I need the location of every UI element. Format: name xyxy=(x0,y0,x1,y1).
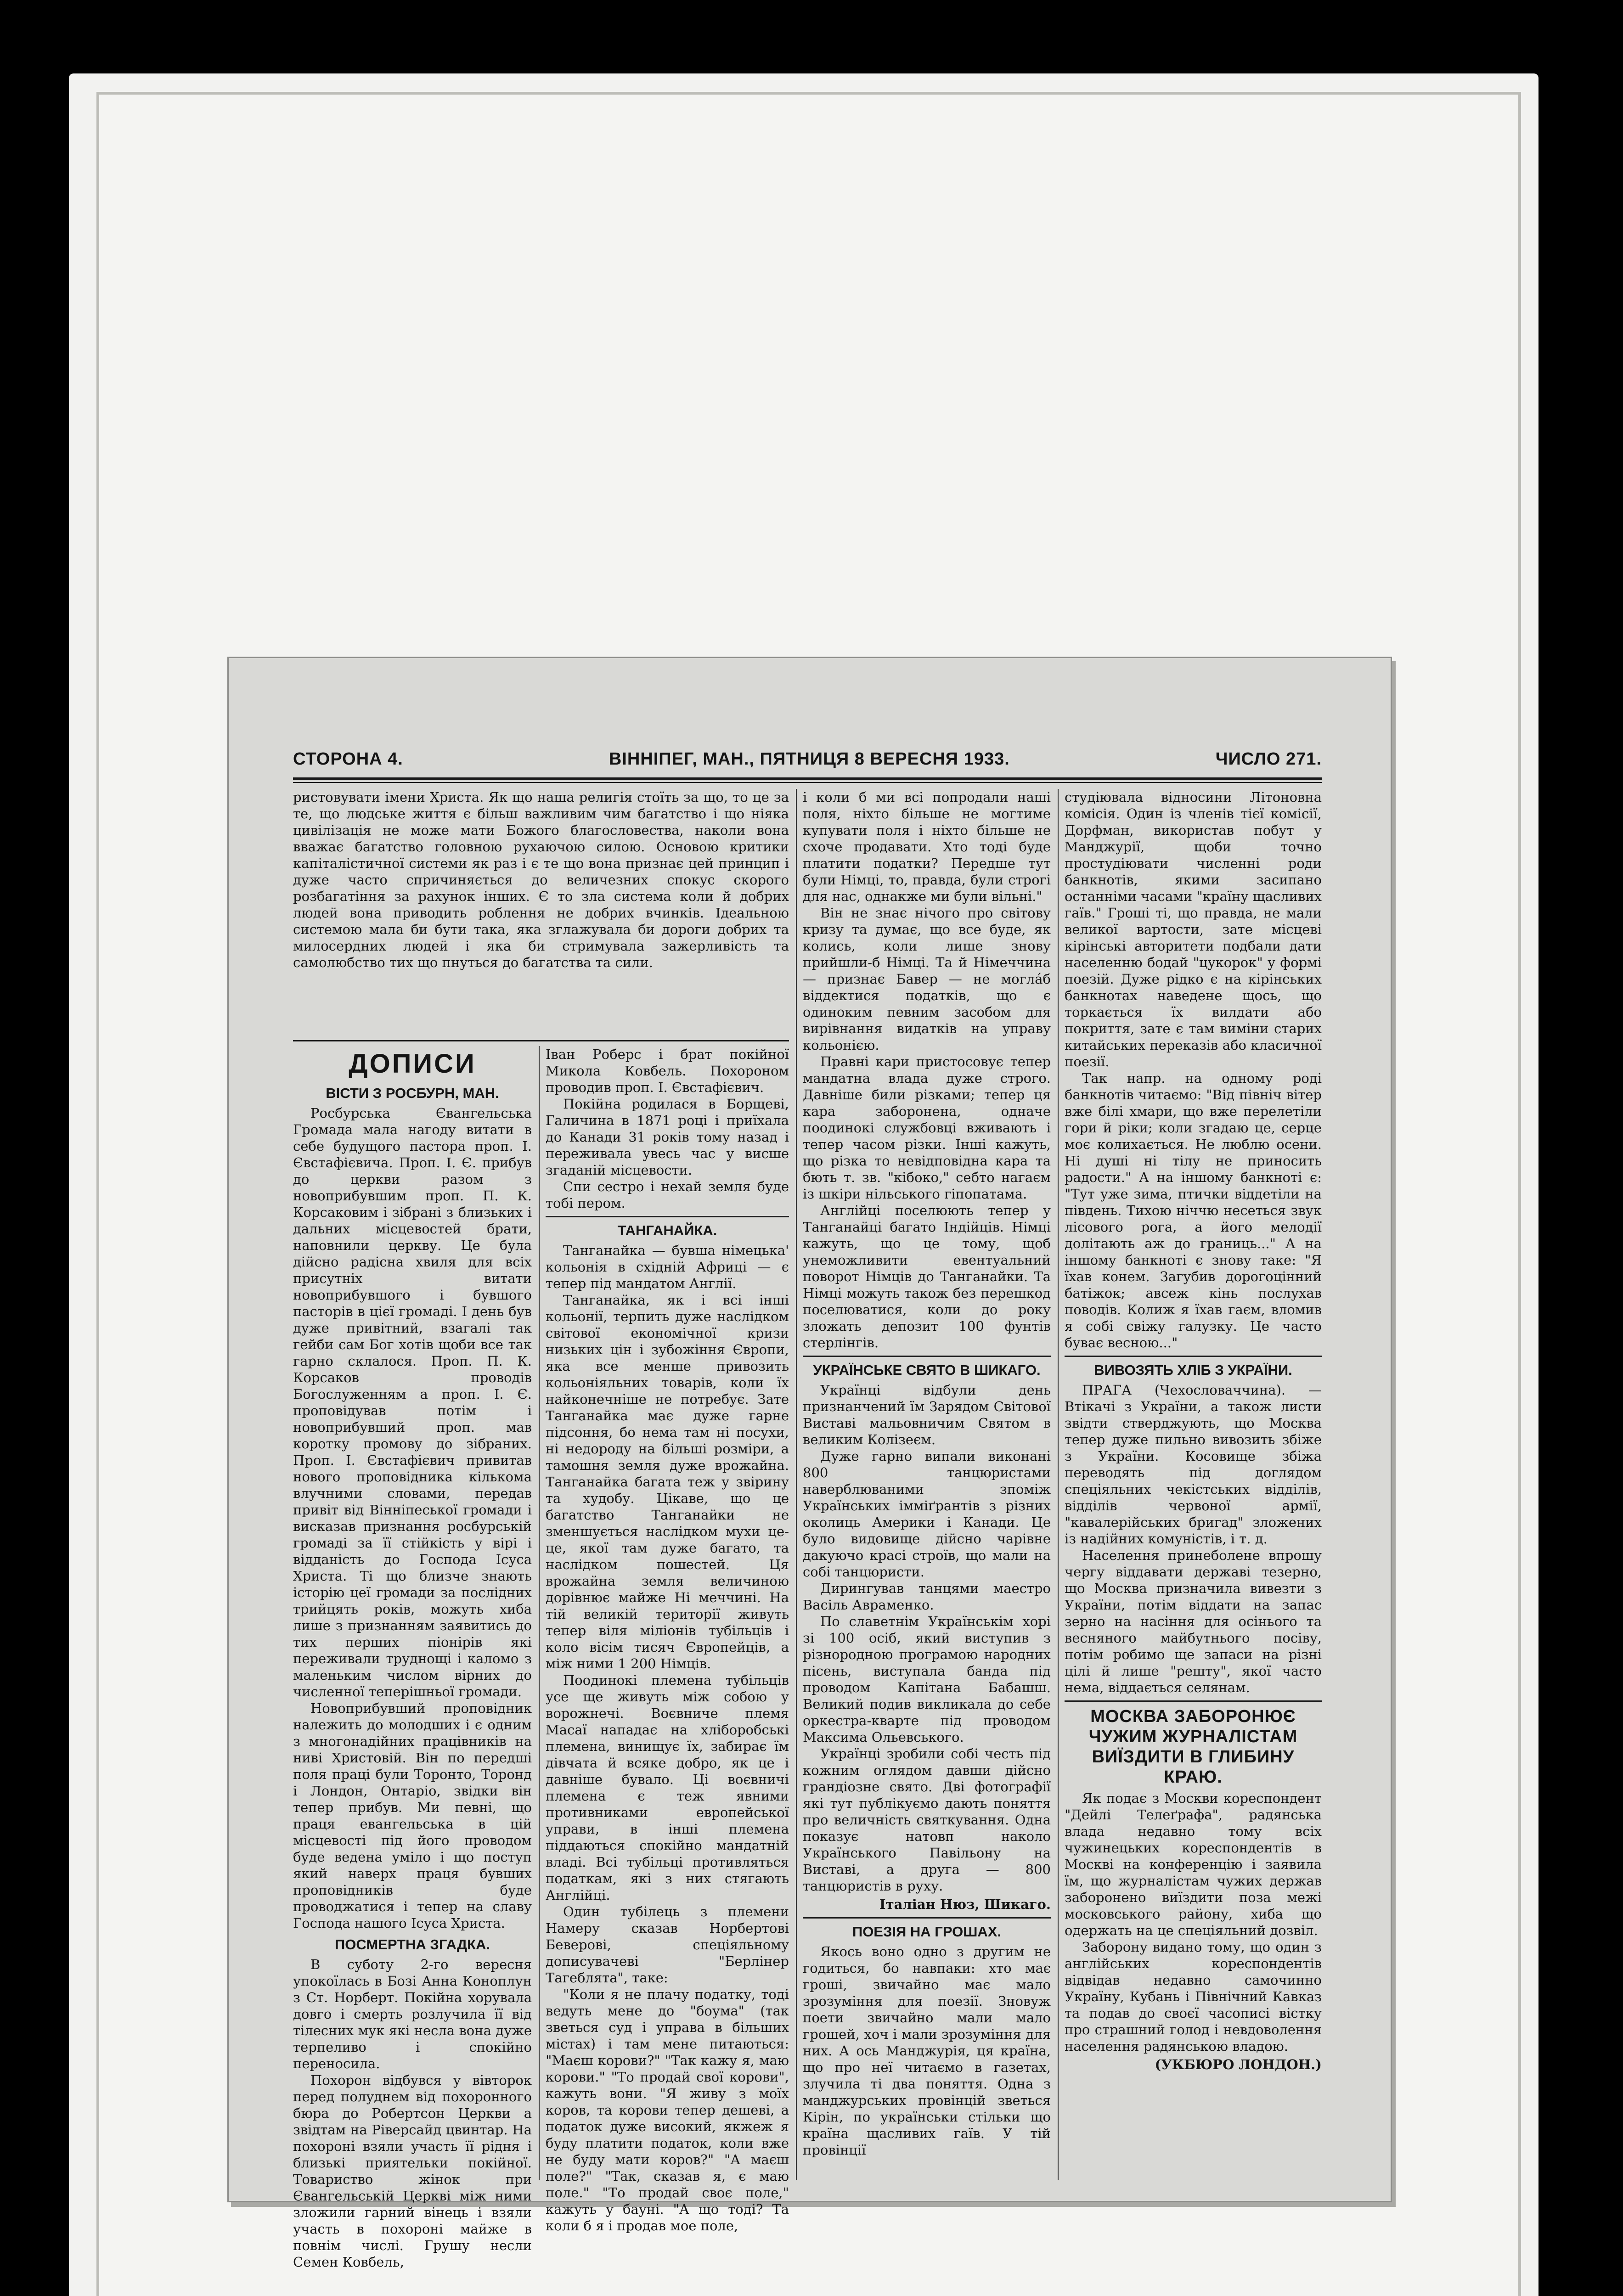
column-divider xyxy=(1058,789,1059,2180)
posmertna-paragraph-1: В суботу 2-го вересня упокоїлась в Бозі Анна Коноплун з Ст. Норберт. Покійна хорувала довго і смерть розлучила її від тілесних мук які несла вона дуже терпеливо і спокійно переносила. xyxy=(293,1957,532,2071)
headline-rosburn: ВІСТИ З РОСБУРН, МАН. xyxy=(326,1085,499,1101)
header-rule-thin xyxy=(293,782,1322,783)
col4-paragraph-1: студіювала відносини Літоновна комісія. Один із членів тієї комісії, Дорфман, використав побут у Манджурії, щоби точно простудіювати численні роди банкнотів, якими засипано останніми часами "країну щасливих гаїв." Гроші ті, що правда, не мали великої вартости, зате місцеві кірінські авторитети подбали дати населенню бодай "цукорок" у формі поезій. Дуже рідко є на кірінських банкнотах наведене щось, що торкається їх вилдати або покриття, зате є там виміни старих китайських переказів або класичної поезії. xyxy=(1065,789,1322,1069)
article-rule xyxy=(803,1356,1051,1357)
svyato-paragraph-3: Дирингував танцями маестро Васіль Авраменко. xyxy=(803,1581,1051,1613)
tanganayka-paragraph-2: Танганайка, як і всі інші кольонії, терпить дуже наслідком світової економічної кризи низьких цін і зубожіння Європи, яка все менше привозить кольоніяльних товарів, коли їх найконечніше не потребує. Зате Танганайка має дуже гарне підсоння, бо нема там ні посухи, ні недороду на більші розміри, а тамошня земля дуже врожайна. Танганайка багата теж у звірину та худобу. Цікаве, що це багатство Танганайки не зменшується наслідком мухи це-це, якої там дуже багато, та наслідком пошестей. Ця врожайна земля величиною дорівнює майже Ні меччині. На тій великій території живуть тепер віля міліонів тубільців і коло вісім тисяч Європейців, а між ними 1 200 Німців. xyxy=(546,1292,789,1671)
col3-paragraph-2: Він не знає нічого про світову кризу та думає, що все буде, як колись, коли лише знову прийшли-б Німці. Та й Німеччина — признає Бавер — не могла́б віддектися податків, що є одиноким певним засобом для вирівнання видатків на управу кольонією. xyxy=(803,905,1051,1053)
svyato-signature: Італіан Нюз, Шикаго. xyxy=(879,1896,1051,1912)
svyato-paragraph-2: Дуже гарно випали виконані 800 танцюристами наверблюваними зпоміж Українських імміґрантів з різних околиць Америки і Канади. Це було видовище дійсно чарівне дакуючо красі строїв, що мали на собі танцюристи. xyxy=(803,1448,1051,1580)
top-article xyxy=(293,789,789,1037)
tanganayka-paragraph-1: Танганайка — бувша німецька' кольонія в східній Африці — є тепер під мандатом Англії. xyxy=(546,1243,789,1291)
column-2 xyxy=(546,1046,789,2234)
svyato-paragraph-5: Українці зробили собі честь під кожним оглядом давши дійсно грандіозне свято. Дві фотографії які тут публікуємо дають поняття про величність святкування. Одна показує натовп наколо Українського Павільону на Виставі, а друга — 800 танцюристів в руху. xyxy=(803,1746,1051,1894)
top-article-text: ристовувати імени Христа. Як що наша религія стоїть за що, то це за те, що людське життя є більш важливим чим багатство і що ніяка цивілізація не може мати Божого благословества, наколи вона вважає багатство головною рухаючою силою. Основою критики капіталістичної системи як раз і є те що вона признає цей принцип і дуже часто спричиняється до величезних спокус скорого розбагатіння за рахунок інших. Є то зла система коли й добрих людей вона приводить роблення не добрих вчинків. Ідеальною системою мала би бути така, яка зглажувала би дороги добрих та милосердних людей і яка би стримувала зажерливість та самолюбство тих що пнуться до багатства та сили. xyxy=(293,789,789,970)
moskva-paragraph-2: Заборону видано тому, що один з англійських кореспондентів відвідав недавно самочинно Україну, Кубань і Північний Кавказ та подав до своєї часописі вістку про страшний голод і невдоволення населення радянською владою. xyxy=(1065,1939,1322,2054)
khlib-paragraph-2: Населення принеболене впрошу чергу віддавати державі тезерно, що Москва призначила вивезти з України, потім віддати на запас зерно на насіння для осінього та весняного майбутнього посіву, потім робимо ще запаси на різні цілі й лише "решту", якої часто нема, віддається селянам. xyxy=(1065,1548,1322,1695)
col3-paragraph-1: і коли б ми всі попродали наші поля, ніхто більше не могтиме купувати поля і ніхто більше не схоче продавати. Хто тоді буде платити податки? Передше тут були Німці, то, правда, були строгі для нас, однакже ми були вільні." xyxy=(803,789,1051,904)
rosburn-paragraph-2: Новоприбувший проповідник належить до молодших і є одним з многонадійних працівників на ниві Христовій. Він по передші поля праці були Торонто, Торонд і Лондон, Онтаріо, звідки він тепер прибув. Ми певні, що праця евангельська в цій місцевості під його проводом буде ведена умілo і що поступ який наверх праця бувших проповідників буде проводжатися і тепер на славу Господа нашого Ісуса Христа. xyxy=(293,1700,532,1931)
column-1 xyxy=(293,1046,532,2270)
col3-paragraph-4: Англійці поселюють тепер у Танганайці багато Індійців. Німці кажуть, що це тому, щоб унеможливити евентуальний поворот Німців до Танганайки. Та Німці можуть також без перешкод поселюватися, коли до року зложать депозит 100 фунтів стерлінгів. xyxy=(803,1203,1051,1351)
issue-number: ЧИСЛО 271. xyxy=(1215,749,1322,769)
headline-khlib: ВИВОЗЯТЬ ХЛІБ З УКРАЇНИ. xyxy=(1094,1362,1292,1378)
svyato-paragraph-4: По славетнім Українськім хорі зі 100 осіб, який виступив з різнородною програмою народних пісень, виступала банда під проводом Капітана Бабашш. Великий подив викликала до себе оркестра-кварте під проводом Максима Ольевського. xyxy=(803,1614,1051,1745)
poeziya-paragraph-1: Якось воно одно з другим не годиться, бо навпаки: хто має гроші, звичайно має мало зрозуміння для поезії. Зновуж поети звичайно мали мало грошей, хоч і мали зрозуміння для них. А ось Манджурія, ця країна, що про неї читаємо в газетах, злучила ті два поняття. Одна з манджурських провінцій зветься Кірін, по українськи стільки що країна щасливих гаїв. У тій провінції xyxy=(803,1944,1051,2158)
page-header xyxy=(293,745,1322,773)
posmertna-paragraph-2: Похорон відбувся у вівторок перед полуднем від похоронного бюра до Робертсон Церкви а звідтам на Ріверсайд цвинтар. На похороні взяли участь її рідня і близькі приятельки покійної. Товариство жінок при Євангельській Церкві між ними зложили гарний вінець і взяли участь в похороні майже в повнім числі. Грушу несли Семен Ковбель, xyxy=(293,2072,532,2270)
moskva-paragraph-1: Як подає з Москви кореспондент "Дейлі Телеґрафа", радянська влада недавно тому всіх чужинецьких кореспондентів в Москві на конференцію і заявила їм, що журналістам чужих держав заборонено виїздити поза межі московського району, хиба що одержать на це спеціяльний дозвіл. xyxy=(1065,1790,1322,1938)
header-rule xyxy=(293,777,1322,780)
rosburn-paragraph-1: Росбурська Євангельська Громада мала нагоду витати в себе будущого пастора проп. І. Євстафієвича. Проп. І. Є. прибув до церкви разом з новоприбувшим проп. П. К. Корсаковим і зібрані з близьких і дальних місцевостей брати, наповнили церкву. Це була дійсно радісна хвиля для всіх присутніх витати новоприбувшого і бувшого пасторів в цієї громаді. І день був дуже привітний, взагалі так гейби сам Бог хотів щоби все так гарно склалося. Проп. П. К. Корсаков проводів Богослуженням а проп. І. Є. проповідував потім і новоприбувший проп. мав коротку промову до зібраних. Проп. І. Євстафієвич привитав нового проповідника кількома влучними словами, передав привіт від Вінніпеської громади і висказав признання росбурській громаді за її стійкість у вірі і відданість до Господа Ісуса Христа. Ті що близче знають історію цеї громади за послідних трийцять років, можуть хиба лише з признанням заявитись до тих перших піонірів які переживали труднощі і каломо з маленьким числом вірних до численної теперішньої громади. xyxy=(293,1105,532,1699)
col2-paragraph-3: Спи сестро і нехай земля буде тобі пером. xyxy=(546,1179,789,1211)
col3-paragraph-3: Правні кари пристосовує тепер мандатна влада дуже строго. Давніше били різками; тепер ця кара заборонена, одначе поодинокі службовці вживають і тепер часом різки. Інші кажуть, що різка то невідповідна кара та бють т. зв. "кібоко," себто нагаєм із шкіри нільського гіпопатама. xyxy=(803,1054,1051,1202)
article-rule xyxy=(1065,1356,1322,1357)
col2-continuation: Іван Роберс і брат покійної Микола Ковбель. Похороном проводив проп. І. Євстафієвич. xyxy=(546,1047,789,1095)
headline-tanganayka: ТАНГАНАЙКА. xyxy=(617,1222,717,1238)
page-number: СТОРОНА 4. xyxy=(293,749,403,769)
column-divider xyxy=(796,789,797,2180)
headline-moskva: МОСКВА ЗАБОРОНЮЄ ЧУЖИМ ЖУРНАЛІСТАМ ВИЇЗДИТИ В ГЛИБИНУ КРАЮ. xyxy=(1088,1707,1298,1787)
headline-posmertna: ПОСМЕРТНА ЗГАДКА. xyxy=(334,1936,490,1953)
dateline: ВІННІПЕГ, МАН., ПЯТНИЦЯ 8 ВЕРЕСНЯ 1933. xyxy=(609,749,1010,769)
tanganayka-paragraph-5: "Коли я не плачу податку, тоді ведуть мене до "боума" (так зветься суд і управа в більших містах) і там мене питаються: "Маєш корови?" "Так кажу я, маю корови." "То продай свої корови", кажуть вони. "Я живу з моїх коров, та корови тепер дешеві, а податок дуже високий, якжеж я буду платити податок, коли вже не буду мати коров?" "А маєш поле?" "Так, сказав я, є маю поле." "То продай своє поле," кажуть у бауні. "А що тоді? Та коли б я і продав мое поле, xyxy=(546,1986,789,2234)
article-rule xyxy=(1065,1700,1322,1702)
column-divider xyxy=(539,1046,540,2180)
moskva-signature: (УКБЮРО ЛОНДОН.) xyxy=(1155,2057,1322,2072)
col4-paragraph-2: Так напр. на одному роді банкнотів читаємо: "Від північ вітер вже білі хмари, що вже перелетіли гори й ріки; коли згадаю це, серце моє колихається. Не люблю осени. Ні душі ні тілу не приносить радости." А на іншому банкноті є: "Тут уже зима, птички віддетіли на південь. Тихою ніччю несеться звук лісового рога, а його мелодії долітають аж до границь..." А на іншому банкноті є знову таке: "Я їхав конем. Загубив дорогоцінний батіжок; авсеж кінь послухав поводів. Колиж я їхав гаєм, вломив я собі свіжу галузку. Це часто буває весною..." xyxy=(1065,1070,1322,1351)
column-4 xyxy=(1065,789,1322,2185)
article-rule xyxy=(803,1917,1051,1919)
article-rule xyxy=(546,1216,789,1217)
top-article-rule xyxy=(293,1040,789,1041)
newspaper-page xyxy=(227,657,1392,2270)
khlib-paragraph-1: ПРАГА (Чехословаччина). — Втікачі з України, а також листи звідти стверджують, що Москва тепер дуже пильно вивозить збіже з України. Косовище збіжа переводять під доглядом спеціяльних чекістських відділів, відділів червоної армії, "кавалерійських бригад" зложених із надійних комуністів, і т. д. xyxy=(1065,1382,1322,1547)
column-3 xyxy=(803,789,1051,2185)
svyato-paragraph-1: Українці відбули день признанчений їм Зарядом Світової Виставі мальовничим Святом в великим Колізеєм. xyxy=(803,1382,1051,1447)
section-title: ДОПИСИ xyxy=(349,1049,476,1079)
tanganayka-paragraph-3: Поодинокі племена тубільців усе ще живуть між собою у ворожнечі. Воєвниче племя Масаї нападає на хліборобські племена, винищує їх, забирає їм дівчата й всяке добро, як це і давніше бувало. Ці воєвничі племена є теж явними противниками европейської управи, в інші племена піддаються спокійно мандатній владі. Всі тубільці противляться податкам, які з них стягають Англійці. xyxy=(546,1672,789,1903)
headline-svyato: УКРАЇНСЬКЕ СВЯТО В ШИКАГО. xyxy=(813,1362,1041,1378)
tanganayka-paragraph-4: Один тубілець з племени Намеру сказав Норбертові Беверові, спеціяльному дописувачеві "Берлінер Тагеблята", таке: xyxy=(546,1904,789,1986)
col2-paragraph-2: Покійна родилася в Борщеві, Галичина в 1871 році і приїхала до Канади 31 років тому назад і переживала увесь час у висше згаданій місцевости. xyxy=(546,1096,789,1178)
headline-poeziya: ПОЕЗІЯ НА ГРОШАХ. xyxy=(852,1924,1002,1940)
